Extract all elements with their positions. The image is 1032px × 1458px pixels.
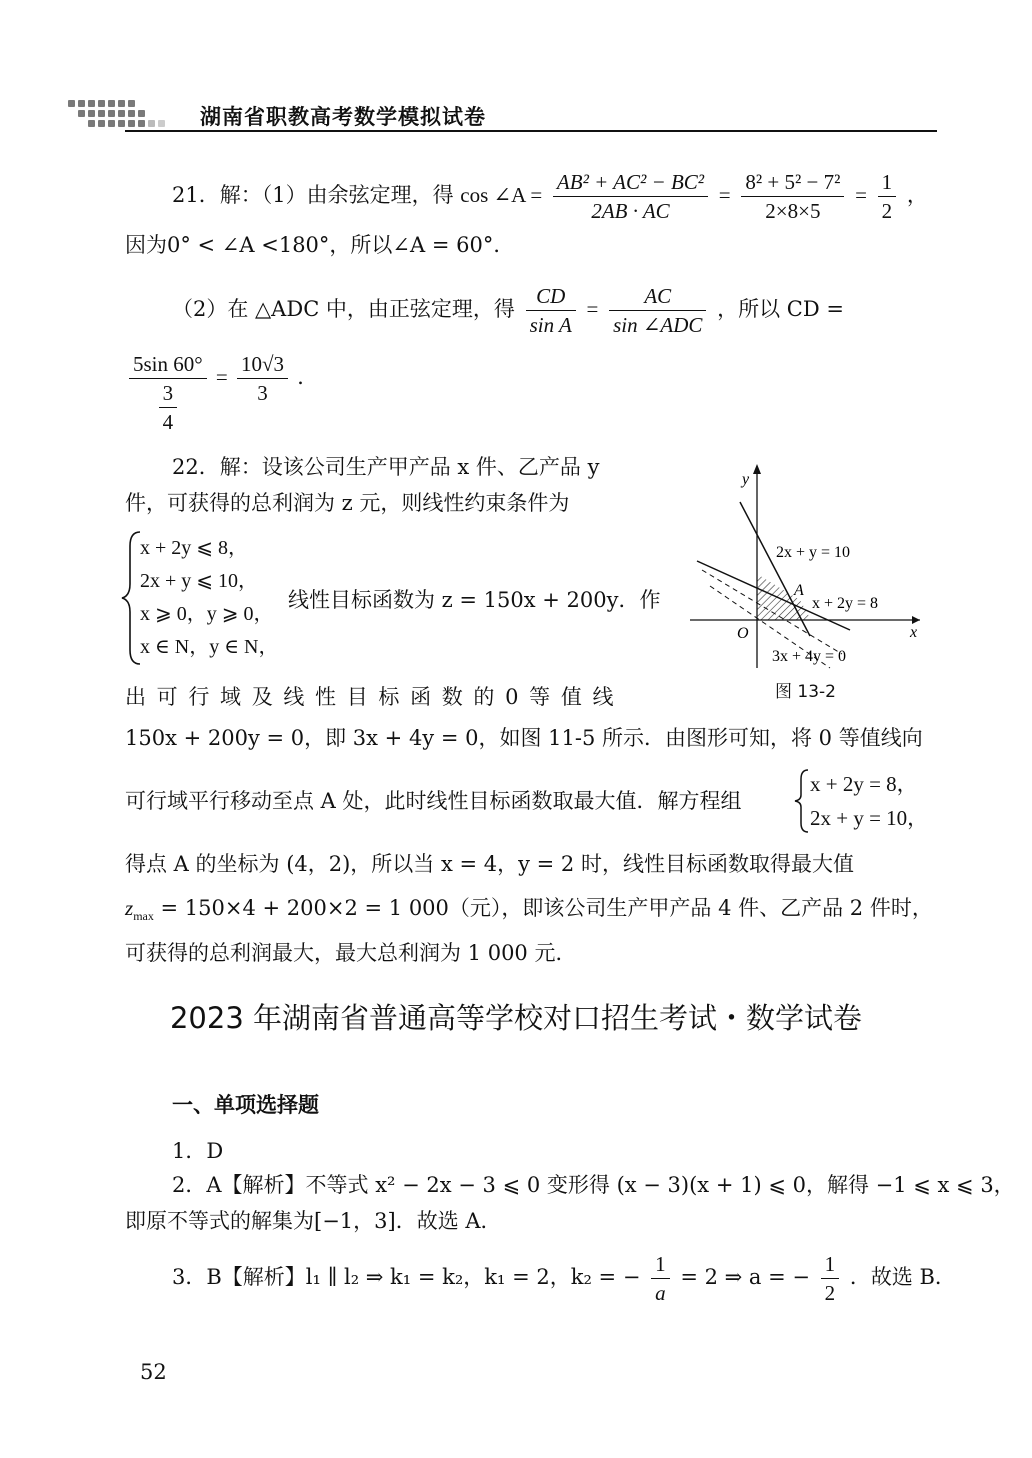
section-subhead: 一、单项选择题 bbox=[172, 1093, 319, 1117]
feasible-region-figure bbox=[682, 458, 932, 678]
q21-line-1: 21．解：（1）由余弦定理，得 cos ∠A = $\frac{\text{AB² + AC² − BC²}}{2AB \cdot AC}$ = $\frac{\text{8² + 5² − 7²}}{2\times 8\times 5}$ = $\frac{1}{2}$ ， bbox=[172, 170, 928, 223]
equation-2: 2x + y = 10， bbox=[810, 806, 929, 830]
q22-line-7: $z_{max} = 150\times 4 + 200\times 2 = 1$ 000（元），即该公司生产甲产品 4 件、乙产品 2 件时， bbox=[125, 896, 933, 924]
line2-label: x + 2y = 8 bbox=[812, 595, 879, 612]
header-title: 湖南省职教高考数学模拟试卷 bbox=[200, 105, 486, 129]
answer-3-fraction-2: $\frac{1}{2}$ bbox=[821, 1250, 840, 1307]
objective-function: 线性目标函数为 z = 150x + 200y．作 bbox=[288, 588, 661, 612]
constraint-2: 2x + y ⩽ 10， bbox=[140, 570, 259, 592]
answer-3-fraction-1: $\frac{1}{a}$ bbox=[651, 1250, 670, 1307]
x-axis-label: x bbox=[910, 624, 918, 641]
q22-line-4: 150x + 200y = 0，即 3x + 4y = 0，如图 11-5 所示．由图形可知，将 0 等值线向 bbox=[125, 726, 923, 750]
q22-line-8: 可获得的总利润最大，最大总利润为 1 000 元． bbox=[125, 941, 577, 965]
figure-caption: 图 13-2 bbox=[775, 682, 836, 702]
q21-fraction-7: $\frac{10√3}{3}$ bbox=[237, 350, 288, 407]
line3-label: 3x + 4y = 0 bbox=[772, 648, 847, 665]
constraint-system bbox=[140, 532, 279, 664]
header-rule bbox=[125, 130, 937, 132]
q21-fraction-3: $\frac{1}{2}$ bbox=[878, 168, 897, 225]
q21-line-4: $\frac{5\sin 60^\circ}{\frac{3}{4}}$ = $\frac{10√3}{3}$ ． bbox=[125, 350, 318, 436]
q21-intro: 21．解：（1）由余弦定理，得 bbox=[172, 183, 454, 207]
answer-1: 1．D bbox=[172, 1139, 224, 1163]
constraint-4: x ∈ N，y ∈ N， bbox=[140, 636, 279, 658]
dashed-line-upper bbox=[702, 570, 842, 654]
q21-line-3: （2）在 △ADC 中，由正弦定理，得 $\frac{CD}{\text{sin A}}$ = $\frac{AC}{\text{sin ∠ADC}}$ ，所以 CD = bbox=[172, 284, 844, 337]
q22-line-6: 得点 A 的坐标为 (4，2)，所以当 x = 4，y = 2 时，线性目标函数取得最大值 bbox=[125, 852, 854, 876]
answer-2: 2．A【解析】不等式 x² − 2x − 3 ⩽ 0 变形得 (x − 3)(x + 1) ⩽ 0，解得 −1 ⩽ x ⩽ 3， bbox=[172, 1173, 1015, 1197]
constraint-3: x ⩾ 0，y ⩾ 0， bbox=[140, 603, 274, 625]
page-number: 52 bbox=[140, 1360, 167, 1384]
answer-2-cont: 即原不等式的解集为[−1，3]．故选 A． bbox=[125, 1209, 502, 1233]
constraint-1: x + 2y ⩽ 8， bbox=[140, 537, 249, 559]
equation-1: x + 2y = 8， bbox=[810, 772, 918, 796]
section-title: 2023 年湖南省普通高等学校对口招生考试・数学试卷 bbox=[169, 1001, 863, 1035]
q22-line-1: 22．解：设该公司生产甲产品 x 件、乙产品 y bbox=[172, 455, 600, 479]
system2-brace bbox=[792, 767, 812, 835]
q21-cos: cos ∠A = bbox=[460, 183, 543, 207]
q21-fraction-5: $\frac{AC}{\text{sin ∠ADC}}$ bbox=[609, 282, 706, 339]
y-axis-label: y bbox=[742, 471, 750, 488]
origin-label: O bbox=[737, 625, 749, 642]
line1-label: 2x + y = 10 bbox=[776, 544, 851, 561]
q22-line-5: 可行域平行移动至点 A 处，此时线性目标函数取最大值．解方程组 bbox=[125, 789, 742, 813]
q22-line-3: 出 可 行 域 及 线 性 目 标 函 数 的 0 等 值 线 bbox=[125, 685, 616, 709]
q21-fraction-4: $\frac{CD}{\text{sin A}}$ bbox=[526, 282, 576, 339]
q22-line-2: 件，可获得的总利润为 z 元，则线性约束条件为 bbox=[125, 491, 570, 515]
q21-line-2: 因为0° < ∠A <180°，所以∠A = 60°． bbox=[125, 233, 515, 257]
q21-fraction-2: $\frac{\text{8² + 5² − 7²}}{2\times 8\times 5}$ bbox=[741, 168, 844, 225]
equation-system bbox=[810, 767, 928, 835]
answer-3: 3．B【解析】l₁ ∥ l₂ ⇒ k₁ = k₂，k₁ = 2，k₂ = − $\frac{1}{a}$ = 2 ⇒ a = − $\frac{1}{2}$ ．故选 B． bbox=[172, 1252, 956, 1305]
q21-fraction-1: $\frac{\text{AB² + AC² − BC²}}{2AB \cdot AC}$ bbox=[553, 168, 708, 225]
point-a-label: A bbox=[794, 582, 804, 599]
q21-fraction-6: $\frac{5\sin 60^\circ}{\frac{3}{4}}$ bbox=[129, 350, 207, 436]
